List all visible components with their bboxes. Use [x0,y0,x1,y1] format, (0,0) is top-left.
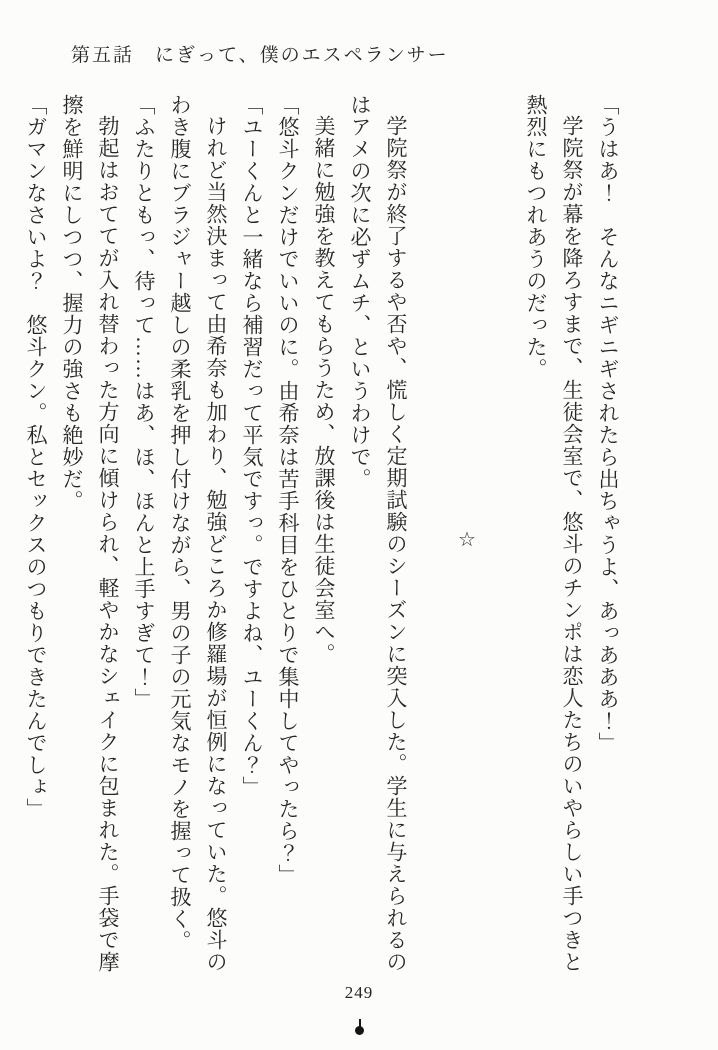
paragraph-dialogue: 「ふたりともっ、待って……はあ、ほ、ほんと上手すぎて！」 [132,94,156,710]
chapter-title: 第五話 にぎって、僕のエスペランサー [71,45,449,66]
paragraph-narrative: けれど当然決まって由希奈も加わり、勉強どころか修羅場が恒例になっていた。悠斗のわき腹にブラジャー越しの柔乳を押し付けながら、男の子の元気なモノを握って扱く。 [168,94,228,973]
paragraph-dialogue: 「うはあ！ そんなニギニギされたら出ちゃうよ、あっあああ！」 [596,94,620,754]
paragraph-narrative: 学院祭が終了するや否や、慌しく定期試験のシーズンに突入した。学生に与えられるのはアメの次に必ずムチ、というわけで。 [348,94,408,973]
footer-ornament-dot [355,1026,364,1035]
paragraph-narrative: 勃起はおててが入れ替わった方向に傾けられ、軽やかなシェイクに包まれた。手袋で摩擦を鮮明にしつつ、握力の強さも絶妙だ。 [60,94,120,973]
paragraph-dialogue: 「悠斗クンだけでいいのに。由希奈は苦手科目をひとりで集中してやったら？」 [276,94,300,886]
paragraph-dialogue: 「ガマンなさいよ？ 悠斗クン。私とセックスのつもりできたんでしょ」 [24,94,48,820]
scene-divider-star: ☆ [455,527,477,551]
page-text [18,94,626,984]
paragraph-dialogue: 「ユーくんと一緒なら補習だって平気ですっ。ですよね、ユーくん？」 [240,94,264,798]
paragraph-narrative: 美緒に勉強を教えてもらうため、放課後は生徒会室へ。 [312,115,336,665]
paragraph-narrative: 学院祭が幕を降ろすまで、生徒会室で、悠斗のチンポは恋人たちのいやらしい手つきと熱烈にもつれあうのだった。 [524,94,584,973]
page-number: 249 [344,983,374,1002]
